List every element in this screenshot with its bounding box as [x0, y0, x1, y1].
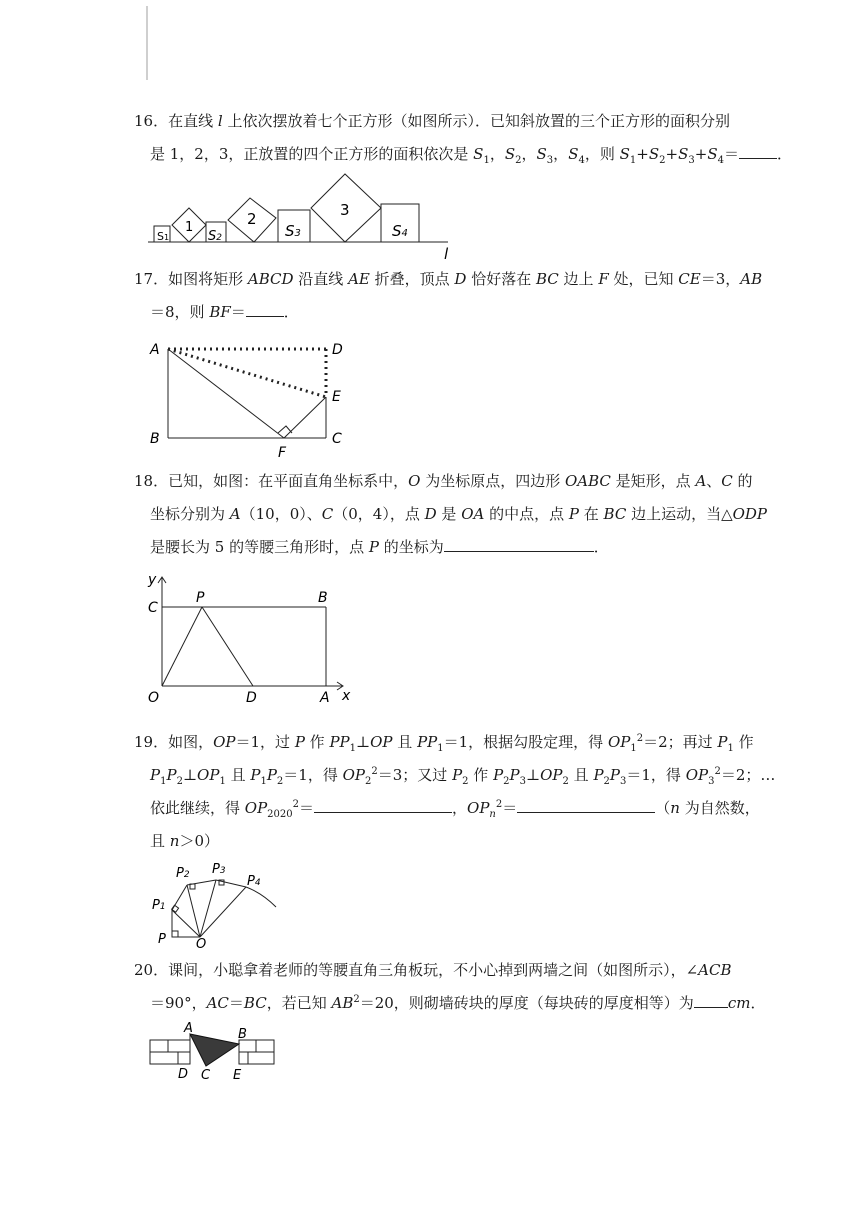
label-A: A: [150, 342, 160, 358]
label-E: E: [332, 389, 341, 405]
label-P4: P4: [247, 874, 261, 889]
label-P: P: [196, 590, 205, 606]
left-margin-rule: [146, 6, 148, 80]
label-l: l: [444, 245, 449, 263]
problem-16: [134, 105, 793, 171]
problem-17-line-1: 17．如图将矩形 ABCD 沿直线 AE 折叠，顶点 D 恰好落在 BC 边上 F 处，已知 CE＝3，AB: [134, 270, 763, 288]
label-O: O: [148, 690, 160, 706]
problem-18-line-2: 坐标分别为 A（10，0）、C（0，4），点 D 是 OA 的中点，点 P 在 BC 边上运动，当△ODP: [150, 505, 768, 523]
triangle-ACB: [190, 1034, 239, 1066]
label-D: D: [332, 342, 343, 358]
label-P1: P1: [152, 898, 166, 913]
problem-18-line-3: 是腰长为 5 的等腰三角形时，点 P 的坐标为 ．: [150, 538, 609, 556]
problem-17-line-2: ＝8，则 BF＝ ．: [150, 303, 299, 321]
label-O: O: [196, 937, 207, 952]
problem-19: [134, 726, 776, 858]
answer-blank[interactable]: [246, 302, 284, 317]
label-B: B: [238, 1027, 247, 1042]
figure-18-coordinate-plane: [146, 572, 356, 712]
figure-19-spiral: [150, 855, 290, 950]
label-s4: S4: [392, 222, 408, 240]
label-P2: P2: [176, 866, 190, 881]
problem-18: [134, 465, 768, 564]
label-s2: S2: [208, 229, 222, 244]
label-C: C: [201, 1068, 211, 1083]
problem-16-line-1: 16．在直线 l 上依次摆放着七个正方形（如图所示）．已知斜放置的三个正方形的面积分别: [134, 112, 730, 130]
problem-20-line-1: 20．课间，小聪拿着老师的等腰直角三角板玩，不小心掉到两墙之间（如图所示），∠ACB: [134, 961, 732, 979]
problem-19-line-4: 且 n＞0）: [150, 832, 219, 850]
figure-16-squares: [148, 170, 449, 263]
problem-20: [134, 954, 766, 1020]
figure-20-brick-walls: [148, 1020, 288, 1083]
label-2: 2: [247, 210, 257, 228]
label-P3: P3: [212, 862, 226, 877]
label-B: B: [150, 431, 160, 447]
label-1: 1: [185, 220, 194, 235]
problem-20-line-2: ＝90°，AC＝BC，若已知 $AB^2=20$，则砌墙砖块的厚度（每块砖的厚度相等）为 cm．: [150, 994, 766, 1012]
label-C: C: [332, 431, 342, 447]
label-E: E: [233, 1068, 242, 1083]
problem-19-line-3: 依此继续，得 $OP_{2020}^2=$ ，$OP_n^2= (n$ 为自然数，: [150, 799, 760, 820]
label-F: F: [278, 445, 287, 461]
figure-17-rectangle-fold: [146, 335, 346, 460]
label-D: D: [246, 690, 257, 706]
label-x: x: [342, 688, 351, 704]
label-3: 3: [340, 201, 350, 219]
answer-blank-1[interactable]: [314, 798, 452, 813]
problem-18-line-1: 18．已知，如图：在平面直角坐标系中，O 为坐标原点，四边形 OABC 是矩形，点 A、C 的: [134, 472, 753, 490]
label-A: A: [184, 1021, 193, 1036]
label-A: A: [320, 690, 330, 706]
answer-blank[interactable]: [694, 993, 728, 1008]
label-D: D: [178, 1067, 189, 1082]
label-s3: S3: [285, 222, 301, 240]
answer-blank[interactable]: [739, 144, 777, 159]
problem-16-line-2: 是 1，2，3，正放置的四个正方形的面积依次是 $S_1$，$S_2$，$S_3$，$S_4$，则 $S_1+S_2+S_3+S_4=$ ．: [150, 145, 793, 166]
label-s1: S1: [157, 230, 170, 243]
answer-blank[interactable]: [444, 537, 594, 552]
label-B: B: [318, 590, 328, 606]
answer-blank-2[interactable]: [517, 798, 655, 813]
label-P: P: [158, 932, 166, 947]
label-y: y: [148, 572, 157, 588]
problem-17: [134, 263, 763, 329]
problem-19-line-2: $P_1P_2\perp OP_1$ 且 $P_1P_2=1$，得 $OP_2^2=3$；又过 $P_2$ 作 $P_2P_3\perp OP_2$ 且 $P_2P_3=1$，得 $OP_3^2=2$；…: [150, 766, 776, 787]
label-C: C: [148, 600, 158, 616]
problem-19-line-1: 19．如图，OP＝1，过 P 作 $PP_1\perp OP$ 且 $PP_1=1$，根据勾股定理，得 $OP_1^2=2$；再过 $P_1$ 作: [134, 733, 754, 754]
